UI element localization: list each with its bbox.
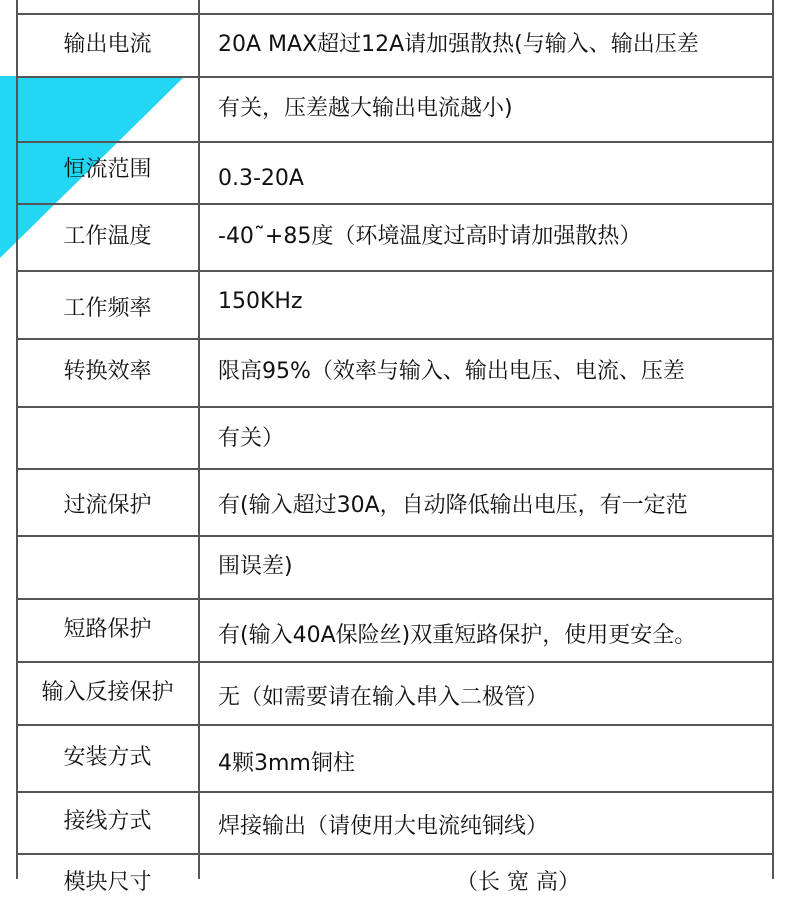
spec-value-output-current-continued: 有关，压差越大输出电流越小) — [218, 95, 513, 121]
spec-label-short-circuit-protection: 短路保护 — [63, 616, 152, 642]
spec-value-overcurrent-protection-continued: 围误差) — [218, 553, 293, 579]
spec-value-reverse-input-protection: 无（如需要请在输入串入二极管） — [218, 684, 549, 710]
spec-label-dimensions: 模块尺寸 — [63, 870, 152, 895]
spec-label-wiring: 接线方式 — [63, 809, 152, 834]
spec-value-cc-range: 0.3-20A — [218, 166, 304, 191]
spec-label-mounting: 安装方式 — [63, 744, 152, 770]
spec-value-operating-frequency: 150KHz — [218, 289, 303, 314]
spec-value-operating-temperature: -40˜+85度（环境温度过高时请加强散热） — [218, 223, 642, 249]
spec-label-reverse-input-protection: 输入反接保护 — [41, 679, 174, 705]
spec-value-overcurrent-protection: 有(输入超过30A，自动降低输出电压，有一定范 — [218, 492, 688, 518]
spec-value-output-current: 20A MAX超过12A请加强散热(与输入、输出压差 — [218, 31, 699, 57]
spec-value-wiring: 焊接输出（请使用大电流纯铜线） — [218, 814, 549, 839]
spec-label-output-current: 输出电流 — [63, 31, 152, 57]
table-column-divider — [198, 0, 200, 879]
spec-label-operating-temperature: 工作温度 — [63, 223, 152, 249]
spec-label-operating-frequency: 工作频率 — [63, 296, 152, 321]
spec-label-overcurrent-protection: 过流保护 — [63, 492, 152, 518]
spec-value-dimensions: （长 宽 高） — [456, 870, 580, 895]
spec-value-conversion-efficiency-continued: 有关） — [218, 425, 285, 451]
table-border-right — [772, 0, 774, 879]
spec-label-conversion-efficiency: 转换效率 — [63, 359, 152, 384]
spec-label-cc-range: 恒流范围 — [63, 157, 152, 182]
spec-value-short-circuit-protection: 有(输入40A保险丝)双重短路保护，使用更安全。 — [218, 622, 697, 648]
spec-value-mounting: 4颗3mm铜柱 — [218, 750, 355, 776]
spec-value-conversion-efficiency: 限高95%（效率与输入、输出电压、电流、压差 — [218, 359, 685, 384]
